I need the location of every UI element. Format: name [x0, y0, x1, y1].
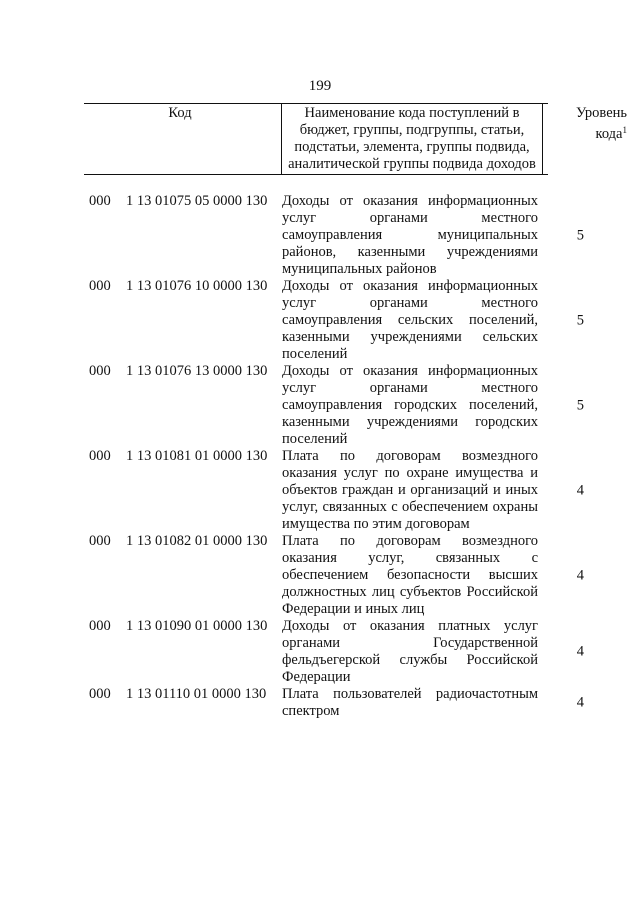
header-level-label: кода	[595, 126, 623, 142]
header-level-line1: Уровень	[575, 105, 627, 121]
row-name-line: объектов граждан и организаций и иных	[282, 482, 538, 498]
table-row	[0, 278, 640, 363]
row-level: 5	[576, 227, 584, 243]
table-row	[0, 193, 640, 278]
row-name-line: самоуправления сельских поселений,	[282, 312, 538, 328]
row-name	[282, 618, 538, 686]
header-name-line: подстатьи, элемента, группы подвида,	[294, 139, 530, 155]
row-name-line: поселений	[282, 346, 348, 362]
row-name	[282, 278, 538, 363]
row-name-line: спектром	[282, 703, 340, 719]
row-name-line: Плата пользователей радиочастотным	[282, 686, 538, 702]
row-prefix: 000	[89, 193, 111, 209]
row-code: 1 13 01082 01 0000 130	[126, 533, 268, 549]
table-row	[0, 448, 640, 533]
row-name-line: имущества по этим договорам	[282, 516, 470, 532]
row-code: 1 13 01081 01 0000 130	[126, 448, 268, 464]
row-name-line: самоуправления муниципальных	[282, 227, 538, 243]
row-name-line: органами Государственной	[282, 635, 538, 651]
row-prefix: 000	[89, 618, 111, 634]
row-name-line: Плата по договорам возмездного	[282, 448, 538, 464]
row-name-line: казенными учреждениями сельских	[282, 329, 538, 345]
row-name-line: районов, казенными учреждениями	[282, 244, 538, 260]
header-level-cell	[542, 104, 631, 174]
row-name-line: оказания услуг, связанных с	[282, 550, 538, 566]
row-name	[282, 193, 538, 278]
row-code: 1 13 01075 05 0000 130	[126, 193, 268, 209]
header-name-cell	[281, 104, 542, 174]
row-prefix: 000	[89, 533, 111, 549]
row-prefix: 000	[89, 278, 111, 294]
row-level: 4	[576, 567, 584, 583]
header-name-line: Наименование кода поступлений в	[304, 105, 520, 121]
row-name	[282, 686, 538, 720]
row-name-line: самоуправления городских поселений,	[282, 397, 538, 413]
table-header	[84, 103, 627, 175]
row-name-line: должностных лиц субъектов Российской	[282, 584, 538, 600]
row-name-line: Плата по договорам возмездного	[282, 533, 538, 549]
row-name-line: поселений	[282, 431, 348, 447]
row-level: 5	[576, 312, 584, 328]
header-level-footnote: 1	[622, 125, 627, 135]
row-name-line: услуг органами местного	[282, 380, 538, 396]
row-prefix: 000	[89, 363, 111, 379]
row-name-line: Федерации	[282, 669, 351, 685]
row-name-line: Доходы от оказания информационных	[282, 363, 538, 379]
row-name	[282, 363, 538, 448]
row-level: 4	[576, 643, 584, 660]
header-code-cell	[84, 104, 276, 174]
header-name-line: аналитической группы подвида доходов	[288, 156, 536, 172]
row-name-line: услуг органами местного	[282, 210, 538, 226]
row-name-line: оказания услуг по охране имущества и	[282, 465, 538, 481]
row-prefix: 000	[89, 686, 111, 702]
row-name-line: муниципальных районов	[282, 261, 437, 277]
table-row	[0, 686, 640, 720]
row-level: 5	[576, 397, 584, 413]
row-level: 4	[576, 482, 584, 498]
row-level: 4	[576, 694, 584, 711]
row-code: 1 13 01076 13 0000 130	[126, 363, 268, 379]
table-body	[0, 193, 640, 720]
row-name-line: услуг органами местного	[282, 295, 538, 311]
row-name	[282, 448, 538, 533]
row-name	[282, 533, 538, 618]
page-number: 199	[308, 78, 332, 94]
row-name-line: услуг, связанных с обеспечением охраны	[282, 499, 538, 515]
table-row	[0, 363, 640, 448]
row-name-line: Доходы от оказания информационных	[282, 193, 538, 209]
row-name-line: Доходы от оказания информационных	[282, 278, 538, 294]
header-code-label: Код	[168, 105, 192, 121]
row-code: 1 13 01110 01 0000 130	[126, 686, 267, 702]
row-code: 1 13 01090 01 0000 130	[126, 618, 268, 634]
row-code: 1 13 01076 10 0000 130	[126, 278, 268, 294]
header-level-line2	[543, 122, 631, 143]
row-name-line: Федерации и иных лиц	[282, 601, 425, 617]
row-name-line: казенными учреждениями городских	[282, 414, 538, 430]
table-row	[0, 533, 640, 618]
row-prefix: 000	[89, 448, 111, 464]
row-name-line: Доходы от оказания платных услуг	[282, 618, 538, 634]
row-name-line: фельдъегерской службы Российской	[282, 652, 538, 668]
header-name-line: бюджет, группы, подгруппы, статьи,	[299, 122, 525, 138]
row-name-line: обеспечением безопасности высших	[282, 567, 538, 583]
table-row	[0, 618, 640, 686]
